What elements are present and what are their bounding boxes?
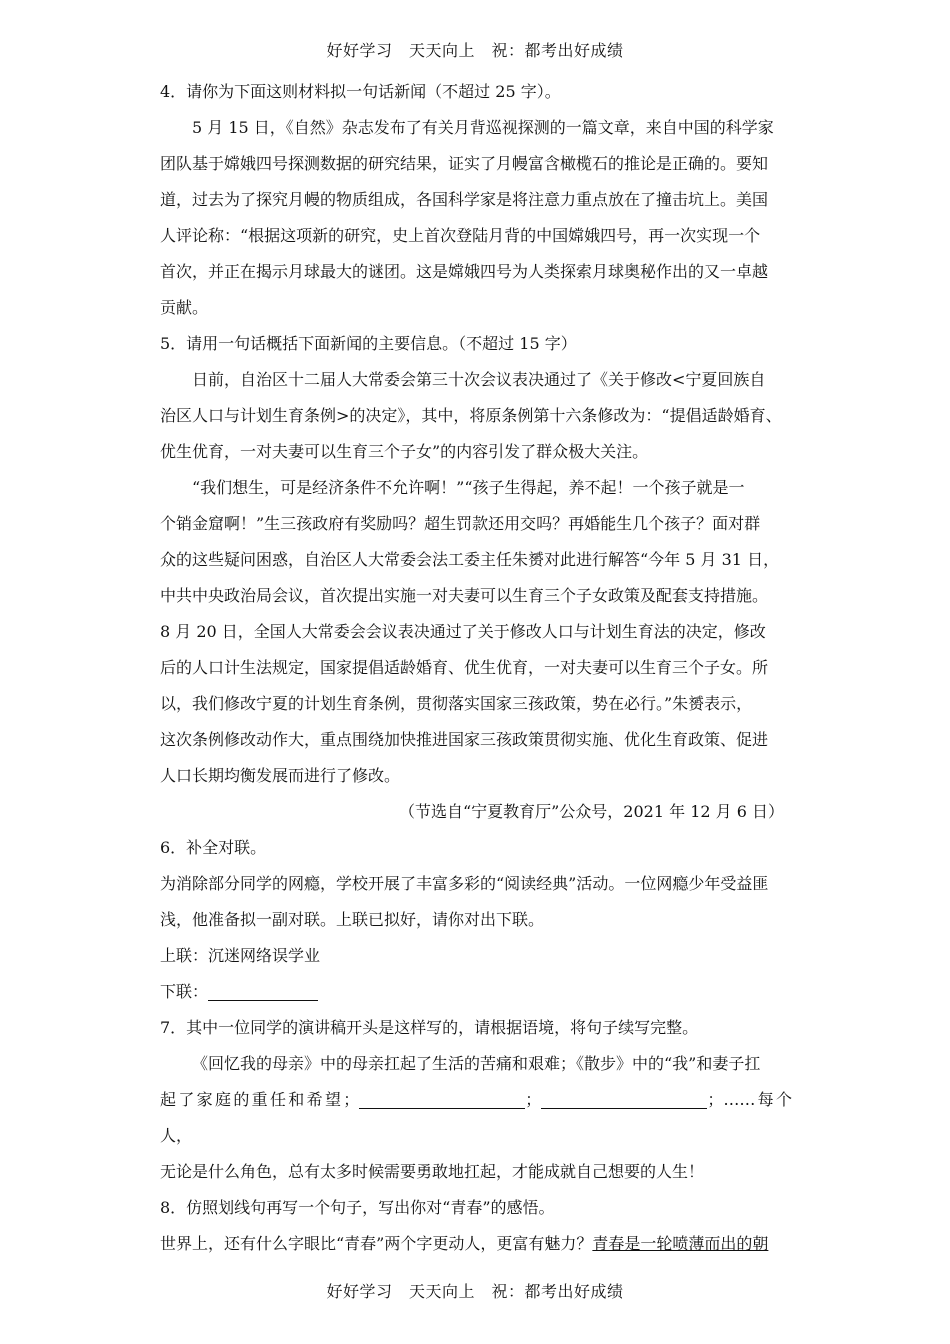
q6-lower-couplet xyxy=(160,974,792,1010)
q4-material-line: 首次，并正在揭示月球最大的谜团。这是嫦娥四号为人类探索月球奥秘作出的又一卓越 xyxy=(160,262,769,281)
q7-separator: ； xyxy=(525,1090,542,1109)
q5-news-line: 后的人口计生法规定，国家提倡适龄婚育、优生优育，一对夫妻可以生育三个子女。所 xyxy=(160,658,769,677)
answer-blank[interactable] xyxy=(208,982,318,1001)
question-5-title: 5．请用一句话概括下面新闻的主要信息。（不超过 15 字） xyxy=(160,334,577,353)
page-header: 好好学习 天天向上 祝：都考出好成绩 xyxy=(326,41,624,60)
q6-prompt-line: 浅，他准备拟一副对联。上联已拟好，请你对出下联。 xyxy=(160,910,545,929)
q5-news-line: 以，我们修改宁夏的计划生育条例，贯彻落实国家三孩政策，势在必行。”朱赟表示， xyxy=(160,694,753,713)
q6-upper-couplet: 上联：沉迷网络误学业 xyxy=(160,946,321,965)
q7-line: 《回忆我的母亲》中的母亲扛起了生活的苦痛和艰难；《散步》中的“我”和妻子扛 xyxy=(192,1054,761,1073)
q8-underlined-sentence: 青春是一轮喷薄而出的朝 xyxy=(592,1234,769,1253)
q8-line-start: 世界上，还有什么字眼比“青春”两个字更动人，更富有魅力？ xyxy=(160,1234,593,1253)
question-6-title: 6．补全对联。 xyxy=(160,838,267,857)
q4-material-line: 团队基于嫦娥四号探测数据的研究结果，证实了月幔富含橄榄石的推论是正确的。要知 xyxy=(160,154,769,173)
q5-news-line: 日前，自治区十二届人大常委会第三十次会议表决通过了《关于修改<宁夏回族自 xyxy=(192,370,766,389)
q5-news-line: “我们想生，可是经济条件不允许啊！”“孩子生得起，养不起！一个孩子就是一 xyxy=(192,478,745,497)
q7-line-end: ；……每个人， xyxy=(160,1090,792,1145)
q5-source: （节选自“宁夏教育厅”公众号，2021 年 12 月 6 日） xyxy=(398,802,784,821)
document-body xyxy=(160,74,792,1262)
q7-line xyxy=(160,1082,792,1154)
q6-prompt-line: 为消除部分同学的网瘾，学校开展了丰富多彩的“阅读经典”活动。一位网瘾少年受益匪 xyxy=(160,874,769,893)
q5-news-line: 治区人口与计划生育条例>的决定》，其中，将原条例第十六条修改为：“提倡适龄婚育、 xyxy=(160,406,782,425)
q7-line: 无论是什么角色，总有太多时候需要勇敢地扛起，才能成就自己想要的人生！ xyxy=(160,1162,705,1181)
q5-news-line: 这次条例修改动作大，重点围绕加快推进国家三孩政策贯彻实施、优化生育政策、促进 xyxy=(160,730,769,749)
q4-material-line: 5 月 15 日，《自然》杂志发布了有关月背巡视探测的一篇文章，来自中国的科学家 xyxy=(192,118,774,137)
answer-blank[interactable] xyxy=(359,1090,525,1109)
q5-news-line: 众的这些疑问困惑，自治区人大常委会法工委主任朱赟对此进行解答“今年 5 月 31 日， xyxy=(160,550,780,569)
q8-line xyxy=(160,1226,792,1262)
q5-news-line: 优生优育，一对夫妻可以生育三个子女”的内容引发了群众极大关注。 xyxy=(160,442,649,461)
question-4-title: 4．请你为下面这则材料拟一句话新闻（不超过 25 字）。 xyxy=(160,82,561,101)
q4-material-line: 道，过去为了探究月幔的物质组成，各国科学家是将注意力重点放在了撞击坑上。美国 xyxy=(160,190,769,209)
q5-news-line: 人口长期均衡发展而进行了修改。 xyxy=(160,766,401,785)
page-footer: 好好学习 天天向上 祝：都考出好成绩 xyxy=(326,1282,624,1301)
question-7-title: 7．其中一位同学的演讲稿开头是这样写的，请根据语境，将句子续写完整。 xyxy=(160,1018,699,1037)
q5-news-line: 个销金窟啊！”生三孩政府有奖励吗？超生罚款还用交吗？再婚能生几个孩子？面对群 xyxy=(160,514,761,533)
q4-material-line: 人评论称：“根据这项新的研究，史上首次登陆月背的中国嫦娥四号，再一次实现一个 xyxy=(160,226,761,245)
q4-material-line: 贡献。 xyxy=(160,298,209,317)
q5-news-line: 8 月 20 日，全国人大常委会会议表决通过了关于修改人口与计划生育法的决定，修改 xyxy=(160,622,766,641)
q7-line-start: 起了家庭的重任和希望； xyxy=(160,1090,360,1109)
q5-news-line: 中共中央政治局会议，首次提出实施一对夫妻可以生育三个子女政策及配套支持措施。 xyxy=(160,586,769,605)
question-8-title: 8．仿照划线句再写一个句子，写出你对“青春”的感悟。 xyxy=(160,1198,555,1217)
answer-blank[interactable] xyxy=(541,1090,707,1109)
q6-lower-label: 下联： xyxy=(160,982,209,1001)
